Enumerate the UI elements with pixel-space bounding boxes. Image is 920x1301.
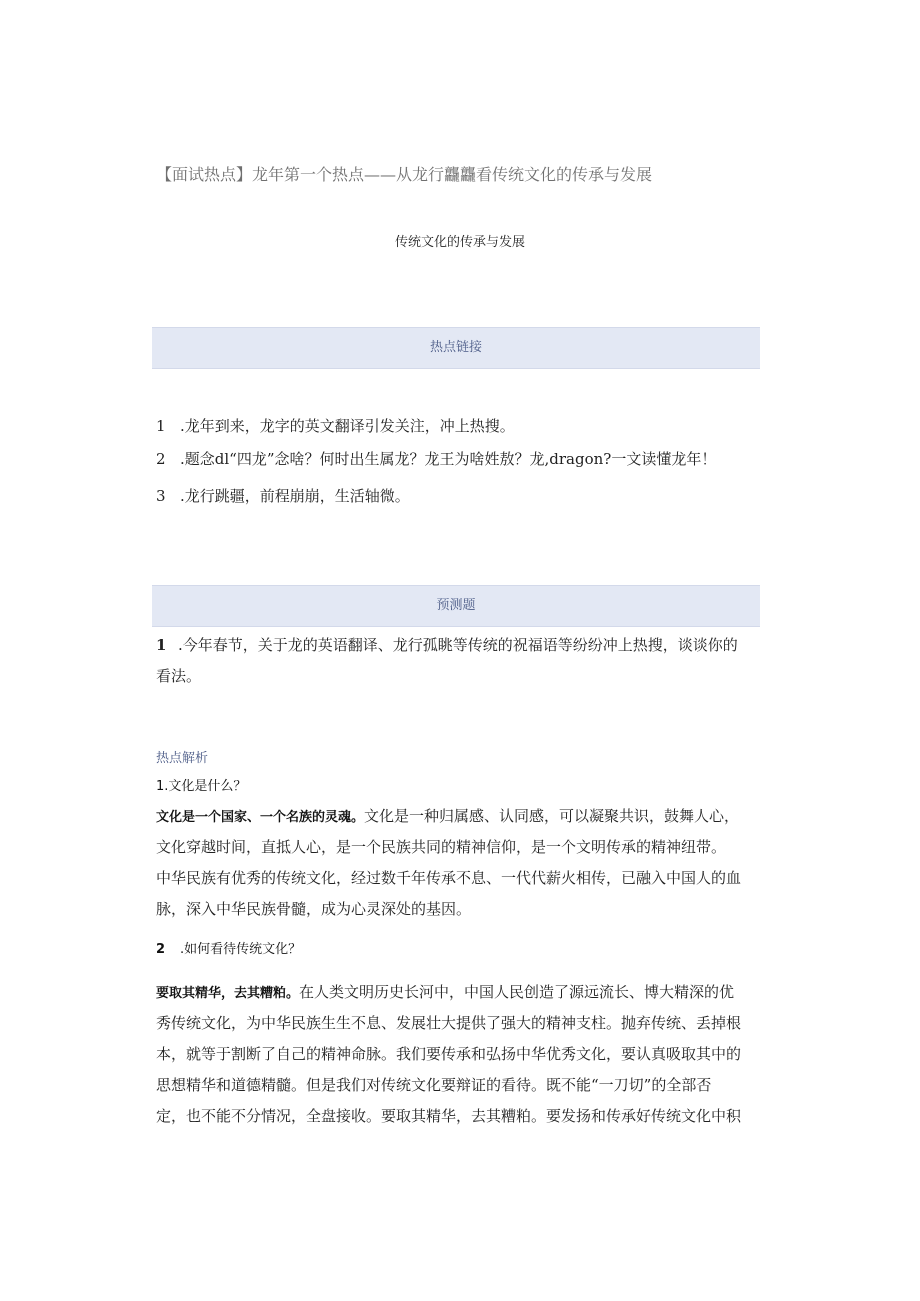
analysis-question-1: 1.文化是什么？ (156, 779, 247, 794)
paragraph-line: 本，就等于割断了自己的精神命脉。我们要传承和弘扬中华优秀文化，要认真吸取其中的 (156, 1045, 742, 1063)
document-title: 传统文化的传承与发展 (394, 235, 525, 250)
paragraph-line: 中华民族有优秀的传统文化，经过数千年传承不息、一代代薪火相传，已融入中国人的血 (156, 869, 742, 887)
hot-links-label: 热点链接 (429, 340, 482, 355)
analysis-paragraph-1 (156, 801, 762, 925)
hot-link-item-2 (156, 448, 716, 469)
item-number: 1 (156, 636, 167, 654)
predicted-question-label: 预测题 (436, 598, 476, 613)
predicted-question-banner (152, 585, 760, 627)
question-line-2: 看法。 (156, 667, 202, 685)
paragraph-lead: 要取其精华，去其糟粕。 (156, 986, 300, 1001)
item-text: .题念dl“四龙”念啥？何时出生属龙？龙王为啥姓敖？龙,dragon?一文读懂龙年！ (180, 450, 717, 468)
item-number: 2 (156, 450, 166, 468)
analysis-heading: 热点解析 (156, 751, 209, 766)
paragraph-line: 文化穿越时间，直抵人心，是一个民族共同的精神信仰，是一个文明传承的精神纽带。 (156, 838, 727, 856)
predicted-question-item-1 (156, 630, 762, 692)
paragraph-text: 文化是一种归属感、认同感，可以凝聚共识，鼓舞人心， (364, 807, 740, 825)
paragraph-line: 脉，深入中华民族骨髓，成为心灵深处的基因。 (156, 900, 472, 918)
analysis-question-2 (156, 938, 301, 957)
item-number: 2 (156, 942, 166, 957)
paragraph-line: 定，也不能不分情况，全盘接收。要取其精华，去其糟粕。要发扬和传承好传统文化中积 (156, 1107, 742, 1125)
hot-link-item-1 (156, 415, 515, 436)
paragraph-text: 在人类文明历史长河中，中国人民创造了源远流长、博大精深的优 (299, 983, 735, 1001)
paragraph-line: 秀传统文化，为中华民族生生不息、发展壮大提供了强大的精神支柱。抛弃传统、丢掉根 (156, 1014, 742, 1032)
item-number: 3 (156, 487, 166, 505)
question-line-1: .今年春节，关于龙的英语翻译、龙行孤眺等传统的祝福语等纷纷冲上热搜，谈谈你的 (178, 636, 738, 654)
item-number: 1 (156, 417, 166, 435)
paragraph-line: 思想精华和道德精髓。但是我们对传统文化要辩证的看待。既不能“一刀切”的全部否 (156, 1076, 712, 1094)
question-title: .如何看待传统文化？ (180, 942, 302, 957)
item-text: .龙行跳疆，前程崩崩，生活轴微。 (180, 487, 410, 505)
hot-link-item-3 (156, 485, 410, 506)
paragraph-lead: 文化是一个国家、一个名族的灵魂。 (156, 810, 365, 825)
analysis-paragraph-2 (156, 977, 762, 1132)
item-text: .龙年到来，龙字的英文翻译引发关注，冲上热搜。 (180, 417, 515, 435)
document-header: 【面试热点】龙年第一个热点——从龙行龘龘看传统文化的传承与发展 (156, 165, 653, 184)
hot-links-banner (152, 327, 760, 369)
